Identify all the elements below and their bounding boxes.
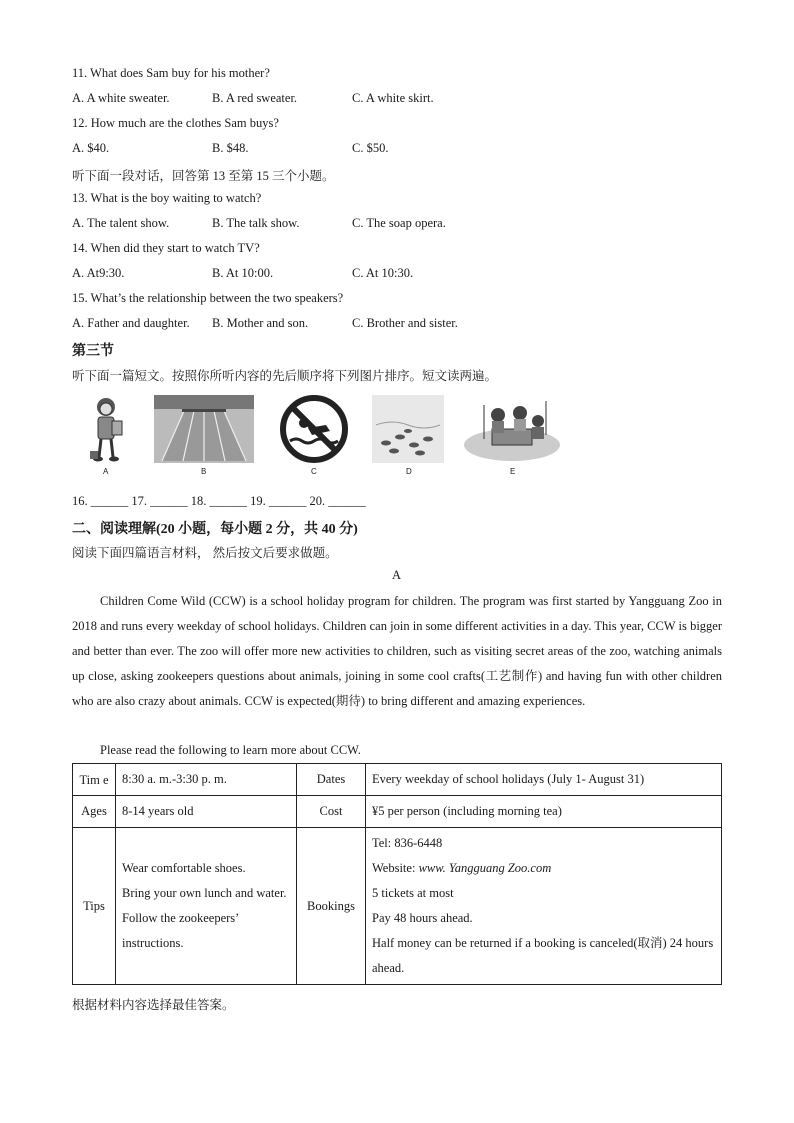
table-row: [73, 828, 722, 985]
question-11-stem: 11. What does Sam buy for his mother?: [72, 66, 270, 80]
bookings-item: Pay 48 hours ahead.: [372, 911, 473, 925]
tips-cell: [116, 828, 297, 985]
option-b[interactable]: B. The talk show.: [212, 216, 300, 230]
option-c[interactable]: C. The soap opera.: [352, 216, 446, 230]
option-b[interactable]: B. $48.: [212, 141, 249, 155]
bookings-label: Bookings: [297, 828, 366, 985]
picture-label-b: B: [201, 467, 207, 476]
question-13-options: [72, 216, 446, 231]
cost-label: Cost: [297, 796, 366, 828]
cost-value: ¥5 per person (including morning tea): [366, 796, 722, 828]
instruction-13-15: 听下面一段对话，回答第 13 至第 15 三个小题。: [72, 169, 335, 183]
picnic-picture: [462, 395, 562, 465]
passage-letter: A: [392, 568, 402, 582]
passage-text: Children Come Wild (CCW) is a school holiday program for children. The program was first started by Yangguang Zoo in 2018 and runs every weekday of school holidays. Children can join in some different activities in a day. This year, CCW is bigger and better than ever. The zoo will offer more new activities to children, such as visiting secret areas of the zoo, watching animals up close, asking zookeepers questions about animals, joining in some cool crafts(工艺制作) and having fun with other children who are also crazy about animals. CCW is expected(期待) to bring different and amazing experiences.: [72, 594, 722, 708]
table-row: [73, 796, 722, 828]
website-link[interactable]: www. Yangguang Zoo.com: [418, 861, 552, 875]
bookings-item: Half money can be returned if a booking is canceled(取消) 24 hours ahead.: [372, 936, 714, 975]
picture-label-d: D: [406, 467, 412, 476]
question-12-stem: 12. How much are the clothes Sam buys?: [72, 116, 279, 130]
option-b[interactable]: B. A red sweater.: [212, 91, 298, 105]
bookings-cell: [366, 828, 722, 985]
no-swimming-sign: [274, 395, 354, 465]
answer-blanks-16-20[interactable]: 16. ______ 17. ______ 18. ______ 19. ______ 20. ______: [72, 494, 366, 508]
section3-title: 第三节: [72, 344, 114, 359]
tips-label: Tips: [73, 828, 116, 985]
tip-item: Follow the zookeepers’ instructions.: [122, 911, 239, 950]
option-a[interactable]: A. At9:30.: [72, 266, 125, 280]
picture-row: [72, 395, 572, 480]
website-prefix: Website:: [372, 861, 419, 875]
question-11-options: [72, 91, 434, 106]
dates-label: Dates: [297, 764, 366, 796]
question-13-stem: 13. What is the boy waiting to watch?: [72, 191, 262, 205]
bookings-tel: Tel: 836-6448: [372, 836, 443, 850]
swimming-pool-picture: [154, 395, 254, 463]
fish-picture: [372, 395, 444, 463]
bookings-website-line: [372, 856, 715, 881]
picture-label-e: E: [510, 467, 516, 476]
reading-instruction: 阅读下面四篇语言材料， 然后按文后要求做题。: [72, 546, 338, 560]
dates-value: Every weekday of school holidays (July 1- August 31): [366, 764, 722, 796]
bookings-item: 5 tickets at most: [372, 886, 454, 900]
girl-picture: [82, 395, 132, 465]
picture-label-c: C: [311, 467, 317, 476]
question-14-stem: 14. When did they start to watch TV?: [72, 241, 260, 255]
option-c[interactable]: C. At 10:30.: [352, 266, 414, 280]
option-a[interactable]: A. The talent show.: [72, 216, 170, 230]
option-c[interactable]: C. A white skirt.: [352, 91, 434, 105]
reading-section-title: 二、阅读理解(20 小题，每小题 2 分，共 40 分): [72, 522, 358, 537]
time-value: 8:30 a. m.-3:30 p. m.: [116, 764, 297, 796]
please-read-line: Please read the following to learn more about CCW.: [100, 743, 361, 757]
section3-instruction: 听下面一篇短文。按照你所听内容的先后顺序将下列图片排序。短文读两遍。: [72, 369, 498, 383]
option-a[interactable]: A. A white sweater.: [72, 91, 170, 105]
tip-item: Bring your own lunch and water.: [122, 886, 287, 900]
option-c[interactable]: C. Brother and sister.: [352, 316, 458, 330]
table-row: [73, 764, 722, 796]
question-15-options: [72, 316, 458, 331]
time-label: Tim e: [73, 764, 116, 796]
ages-value: 8-14 years old: [116, 796, 297, 828]
option-b[interactable]: B. At 10:00.: [212, 266, 274, 280]
question-15-stem: 15. What’s the relationship between the two speakers?: [72, 291, 344, 305]
picture-label-a: A: [103, 467, 109, 476]
tip-item: Wear comfortable shoes.: [122, 861, 246, 875]
option-b[interactable]: B. Mother and son.: [212, 316, 309, 330]
question-14-options: [72, 266, 413, 281]
ccw-info-table: [72, 763, 722, 985]
final-instruction: 根据材料内容选择最佳答案。: [72, 998, 235, 1012]
option-a[interactable]: A. $40.: [72, 141, 110, 155]
option-c[interactable]: C. $50.: [352, 141, 389, 155]
question-12-options: [72, 141, 388, 156]
option-a[interactable]: A. Father and daughter.: [72, 316, 190, 330]
ages-label: Ages: [73, 796, 116, 828]
